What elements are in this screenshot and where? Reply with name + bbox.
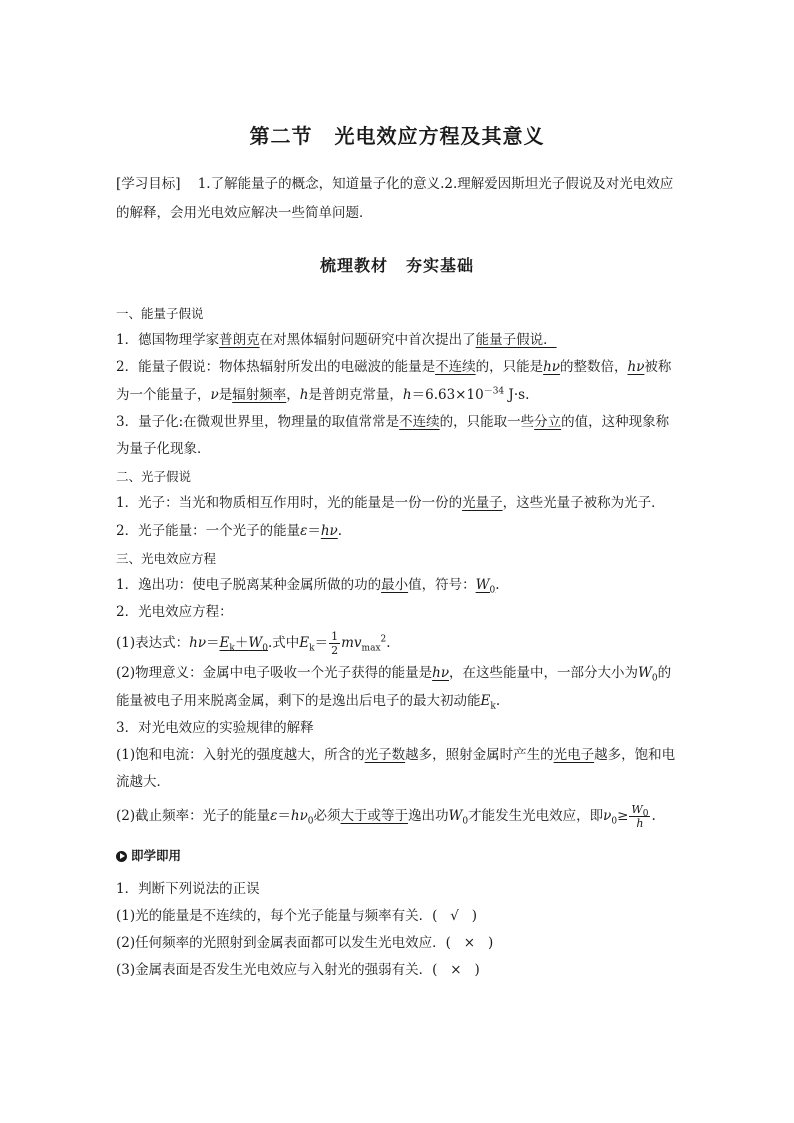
s3-paragraph-2: 2．光电效应方程： xyxy=(116,604,233,621)
section-heading-part2: 夯实基础 xyxy=(406,256,475,275)
title-topic: 光电效应方程及其意义 xyxy=(334,124,545,148)
s3-paragraph-meaning: (2)物理意义：金属中电子吸收一个光子获得的能量是hν，在这些能量中，一部分大小为$W_0$的能量被电子用来脱离金属，剩下的是逸出后电子的最大初动能$E_k$. xyxy=(116,665,672,712)
s2-heading: 二、光子假说 xyxy=(116,469,192,485)
answer-mark-2: × xyxy=(463,935,476,952)
s3-formula-expression: (1)表达式：$h\nu=E_k+W_0$.式中$E_k=$ $\frac{1}{2}$ $mv_{max}^2$. xyxy=(116,630,391,658)
fraction-one-half: $\frac{1}{2}$ xyxy=(331,630,339,658)
s2-paragraph-2: 2．光子能量：一个光子的能量ε＝hν. xyxy=(116,522,343,539)
practice-question-1: 1．判断下列说法的正误 xyxy=(116,880,260,897)
s3-paragraph-3: 3．对光电效应的实验规律的解释 xyxy=(116,719,314,736)
practice-item-3: (3)金属表面是否发生光电效应与入射光的强弱有关．( × ) xyxy=(116,962,480,979)
play-circle-icon xyxy=(116,851,127,862)
practice-label: 即学即用 xyxy=(131,848,182,864)
s3-paragraph-cutoff: (2)截止频率：光子的能量$\varepsilon=h\nu_0$必须大于或等于逸出功$W_0$才能发生光电效应，即$\nu_0\ge$ $\frac{W_0}{h}$ . xyxy=(116,803,656,831)
s1-heading: 一、能量子假说 xyxy=(116,306,204,321)
goal-text: 1.了解能量子的概念，知道量子化的意义.2.理解爱因斯坦光子假说及对光电效应的解释，会用光电效应解决一些简单问题． xyxy=(116,176,674,221)
s3-paragraph-1: 1．逸出功：使电子脱离某种金属所做的功的最小值，符号：$W_0$. xyxy=(116,577,500,596)
answer-mark-1: √ xyxy=(450,907,459,924)
fraction-w0-over-h: $\frac{W_0}{h}$ xyxy=(631,803,649,831)
s3-paragraph-saturation: (1)饱和电流：入射光的强度越大，所含的光子数越多，照射金属时产生的光电子越多，饱和电流越大． xyxy=(116,747,676,791)
section-heading xyxy=(0,253,794,276)
answer-mark-3: × xyxy=(450,962,462,979)
practice-item-1: (1)光的能量是不连续的，每个光子能量与频率有关．( √ ) xyxy=(116,907,478,924)
practice-heading xyxy=(116,842,678,869)
s2-paragraph-1: 1．光子：当光和物质相互作用时，光的能量是一份一份的光量子，这些光量子被称为光子． xyxy=(116,495,665,512)
title-section-number: 第二节 xyxy=(249,124,313,148)
s1-paragraph-3: 3．量子化:在微观世界里，物理量的取值常常是不连续的，只能取一些分立的值，这种现象称为量子化现象． xyxy=(116,413,670,458)
s3-heading: 三、光电效应方程 xyxy=(116,550,217,566)
learning-goals xyxy=(116,170,678,228)
goal-tag: [学习目标] xyxy=(116,176,181,192)
page-title xyxy=(0,120,794,149)
section-heading-part1: 梳理教材 xyxy=(319,256,388,275)
s1-paragraph-1: 1．德国物理学家普朗克在对黑体辐射问题研究中首次提出了能量子假说． xyxy=(116,332,557,349)
content-body xyxy=(116,300,678,984)
s1-paragraph-2: 2．能量子假说：物体热辐射所发出的电磁波的能量是不连续的，只能是hν的整数倍，hν被称为一个能量子，ν是辐射频率，h是普朗克常量，$h=6.63\times 10^{-34}$ J·s. xyxy=(116,359,672,403)
practice-item-2: (2)任何频率的光照射到金属表面都可以发生光电效应．( × ) xyxy=(116,935,494,952)
